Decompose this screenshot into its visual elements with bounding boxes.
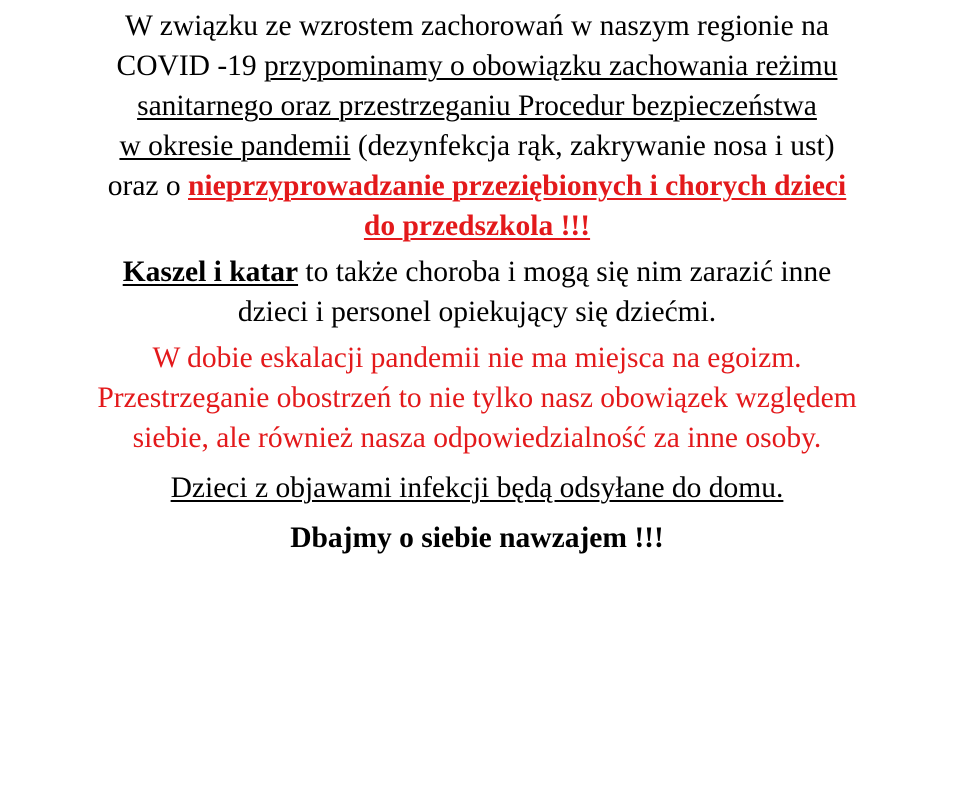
red-text-segment: Przestrzeganie obostrzeń to nie tylko nasz obowiązek względem	[97, 382, 857, 414]
text-line	[12, 518, 942, 558]
notice-paragraph-closing	[0, 518, 954, 558]
text-line	[12, 6, 942, 46]
text-line	[12, 418, 942, 458]
bold-closing-text: Dbajmy o siebie nawzajem !!!	[290, 522, 664, 554]
underlined-text-segment: Dzieci z objawami infekcji będą odsyłane do domu.	[170, 472, 784, 504]
red-warning-text: do przedszkola !!!	[363, 210, 591, 242]
text-segment: to także choroba i mogą się nim zarazić inne	[298, 256, 832, 288]
text-line	[12, 252, 942, 292]
notice-paragraph-egoism	[0, 338, 954, 458]
underlined-text-segment: sanitarnego oraz przestrzeganiu Procedur bezpieczeństwa	[137, 90, 817, 122]
text-line	[12, 86, 942, 126]
text-segment: dzieci i personel opiekujący się dziećmi.	[237, 296, 717, 328]
text-segment: COVID -19	[116, 50, 265, 82]
notice-paragraph-cough-cold	[0, 252, 954, 332]
notice-paragraph-sent-home	[0, 468, 954, 508]
red-text-segment: siebie, ale również nasza odpowiedzialność za inne osoby.	[132, 422, 822, 454]
text-line	[12, 46, 942, 86]
bold-underlined-text-segment: Kaszel i katar	[122, 256, 299, 288]
text-line	[12, 166, 942, 206]
text-line	[12, 292, 942, 332]
text-line	[12, 206, 942, 246]
notice-document	[0, 6, 954, 558]
text-line	[12, 126, 942, 166]
text-segment: oraz o	[107, 170, 189, 202]
text-line	[12, 338, 942, 378]
text-line	[12, 468, 942, 508]
notice-paragraph-covid-reminder	[0, 6, 954, 246]
red-text-segment: W dobie eskalacji pandemii nie ma miejsca na egoizm.	[152, 342, 802, 374]
text-line	[12, 378, 942, 418]
text-segment: W związku ze wzrostem zachorowań w naszym regionie na	[125, 10, 829, 42]
underlined-text-segment: przypominamy o obowiązku zachowania reżimu	[264, 50, 838, 82]
red-warning-text: nieprzyprowadzanie przeziębionych i chorych dzieci	[188, 170, 847, 202]
text-segment: (dezynfekcja rąk, zakrywanie nosa i ust)	[350, 130, 835, 162]
underlined-text-segment: w okresie pandemii	[119, 130, 351, 162]
